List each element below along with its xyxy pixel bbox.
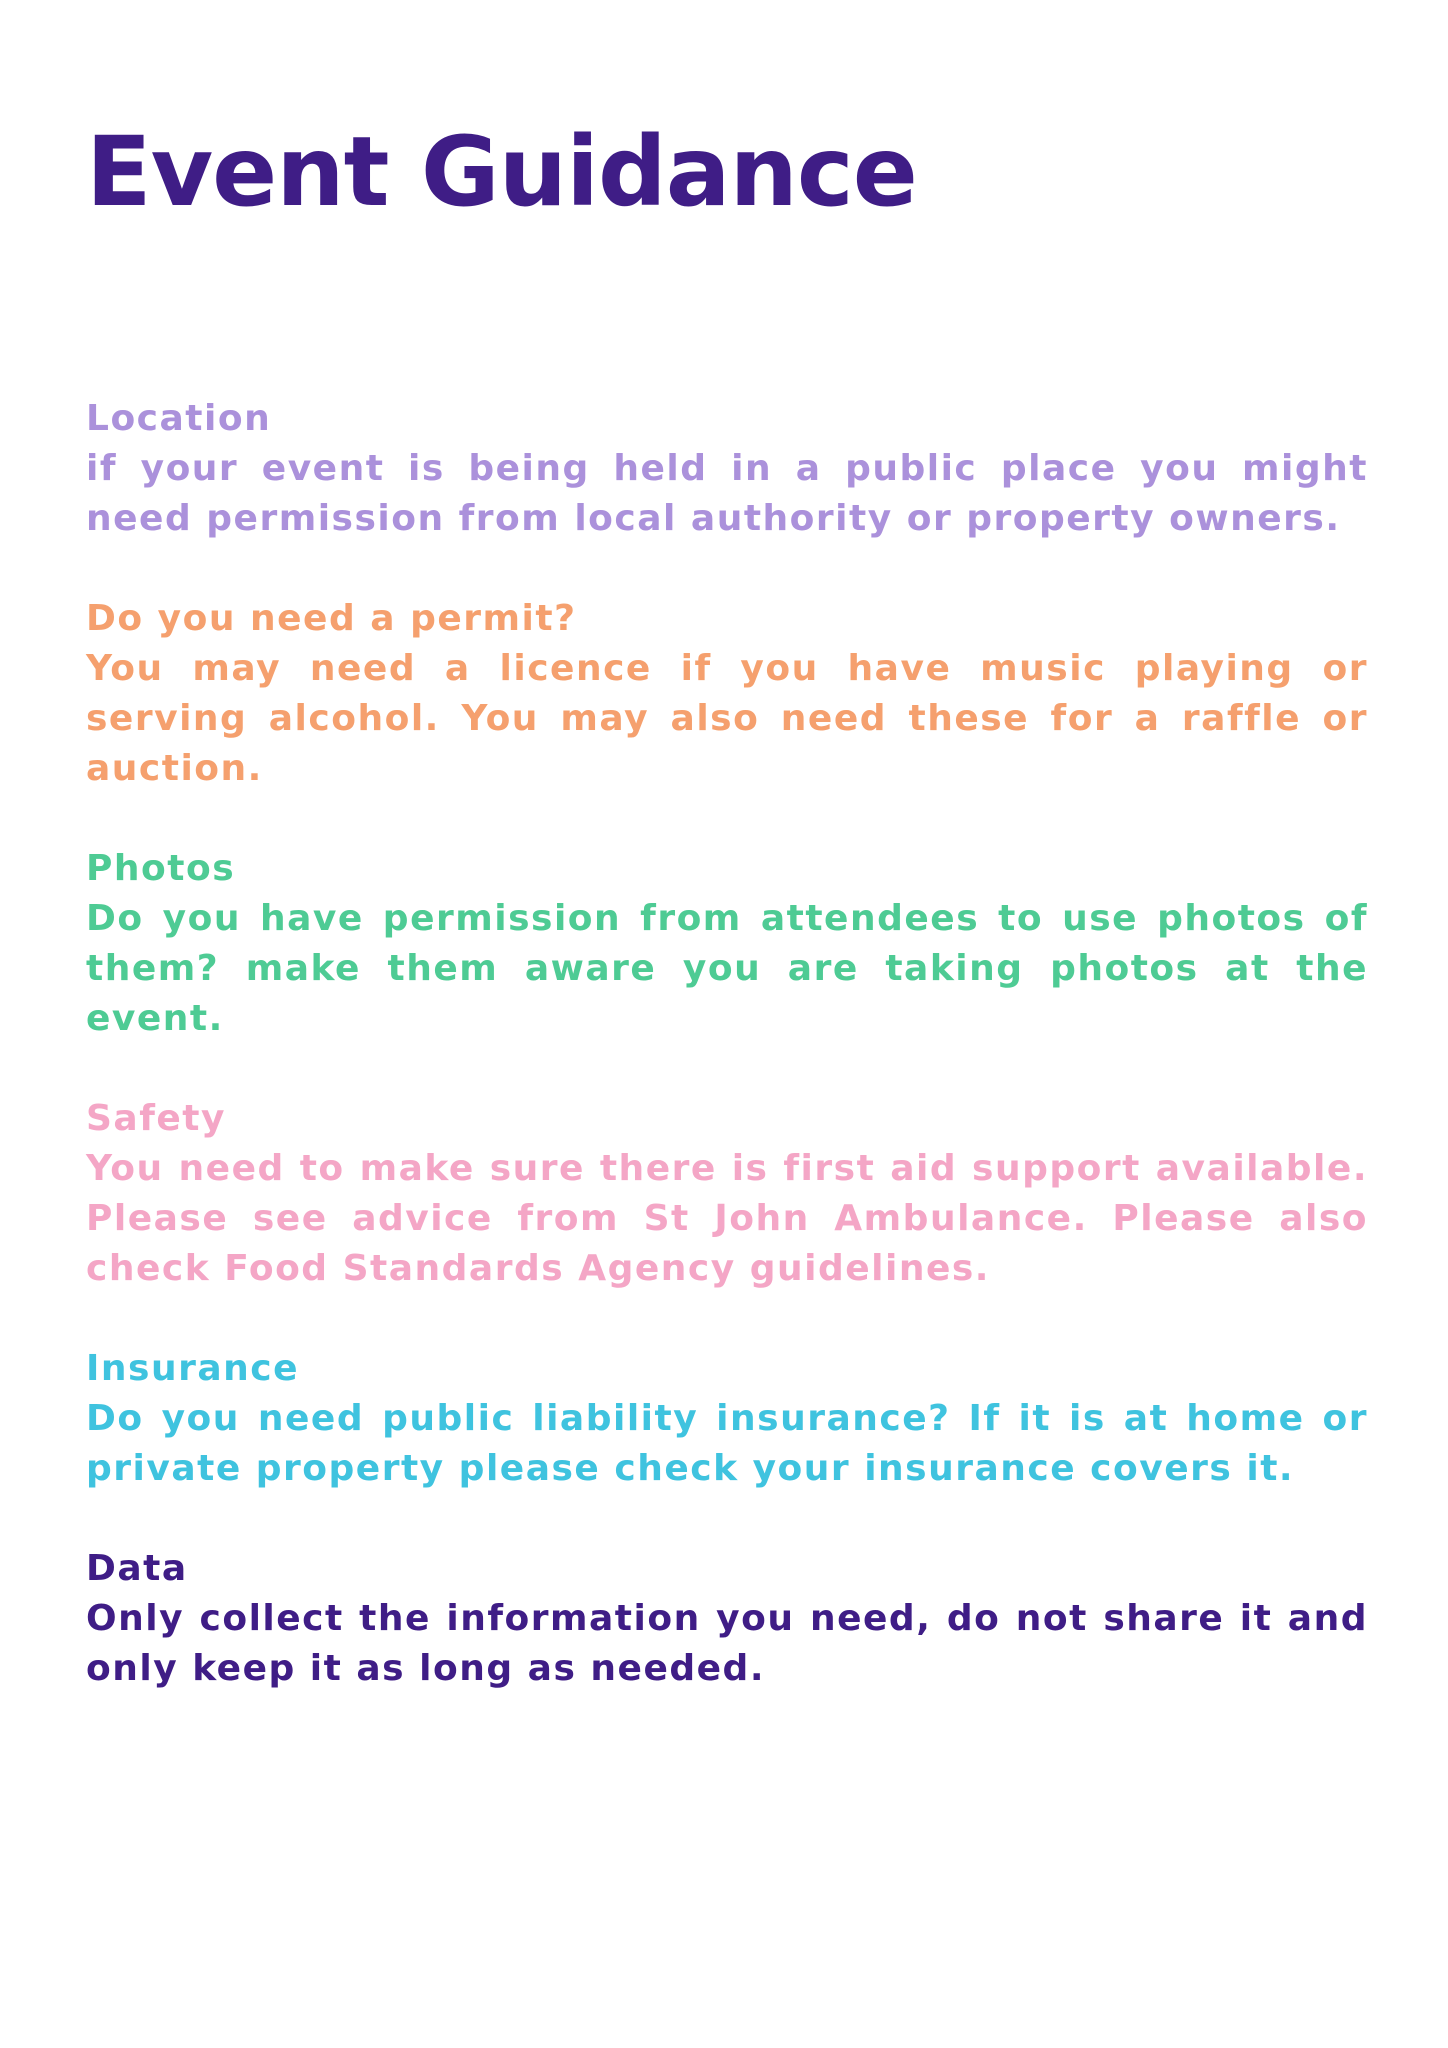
section-safety xyxy=(86,1094,1368,1294)
guidance-sections xyxy=(86,394,1368,1744)
section-data xyxy=(86,1544,1368,1694)
section-heading-permit: Do you need a permit? xyxy=(86,598,577,639)
section-heading-safety: Safety xyxy=(86,1098,226,1139)
section-body-data: Only collect the information you need, do not share it and only keep it as long as needed. xyxy=(86,1598,1368,1689)
section-location xyxy=(86,394,1368,544)
section-body-photos: Do you have permission from attendees to use photos of them? make them aware you are taking photos at the event. xyxy=(86,898,1368,1039)
section-permit xyxy=(86,594,1368,794)
section-insurance xyxy=(86,1344,1368,1494)
section-heading-location: Location xyxy=(86,398,272,439)
section-heading-insurance: Insurance xyxy=(86,1348,300,1389)
section-body-insurance: Do you need public liability insurance? If it is at home or private property please check your insurance covers it. xyxy=(86,1398,1368,1489)
section-body-permit: You may need a licence if you have music playing or serving alcohol. You may also need these for a raffle or auction. xyxy=(86,648,1368,789)
section-body-location: if your event is being held in a public place you might need permission from local authority or property owners. xyxy=(86,448,1368,539)
section-heading-data: Data xyxy=(86,1548,188,1589)
section-photos xyxy=(86,844,1368,1044)
section-heading-photos: Photos xyxy=(86,848,236,889)
page-title: Event Guidance xyxy=(86,116,917,228)
section-body-safety: You need to make sure there is first aid support available. Please see advice from St John Ambulance. Please also check Food Standards Agency guidelines. xyxy=(86,1148,1368,1289)
